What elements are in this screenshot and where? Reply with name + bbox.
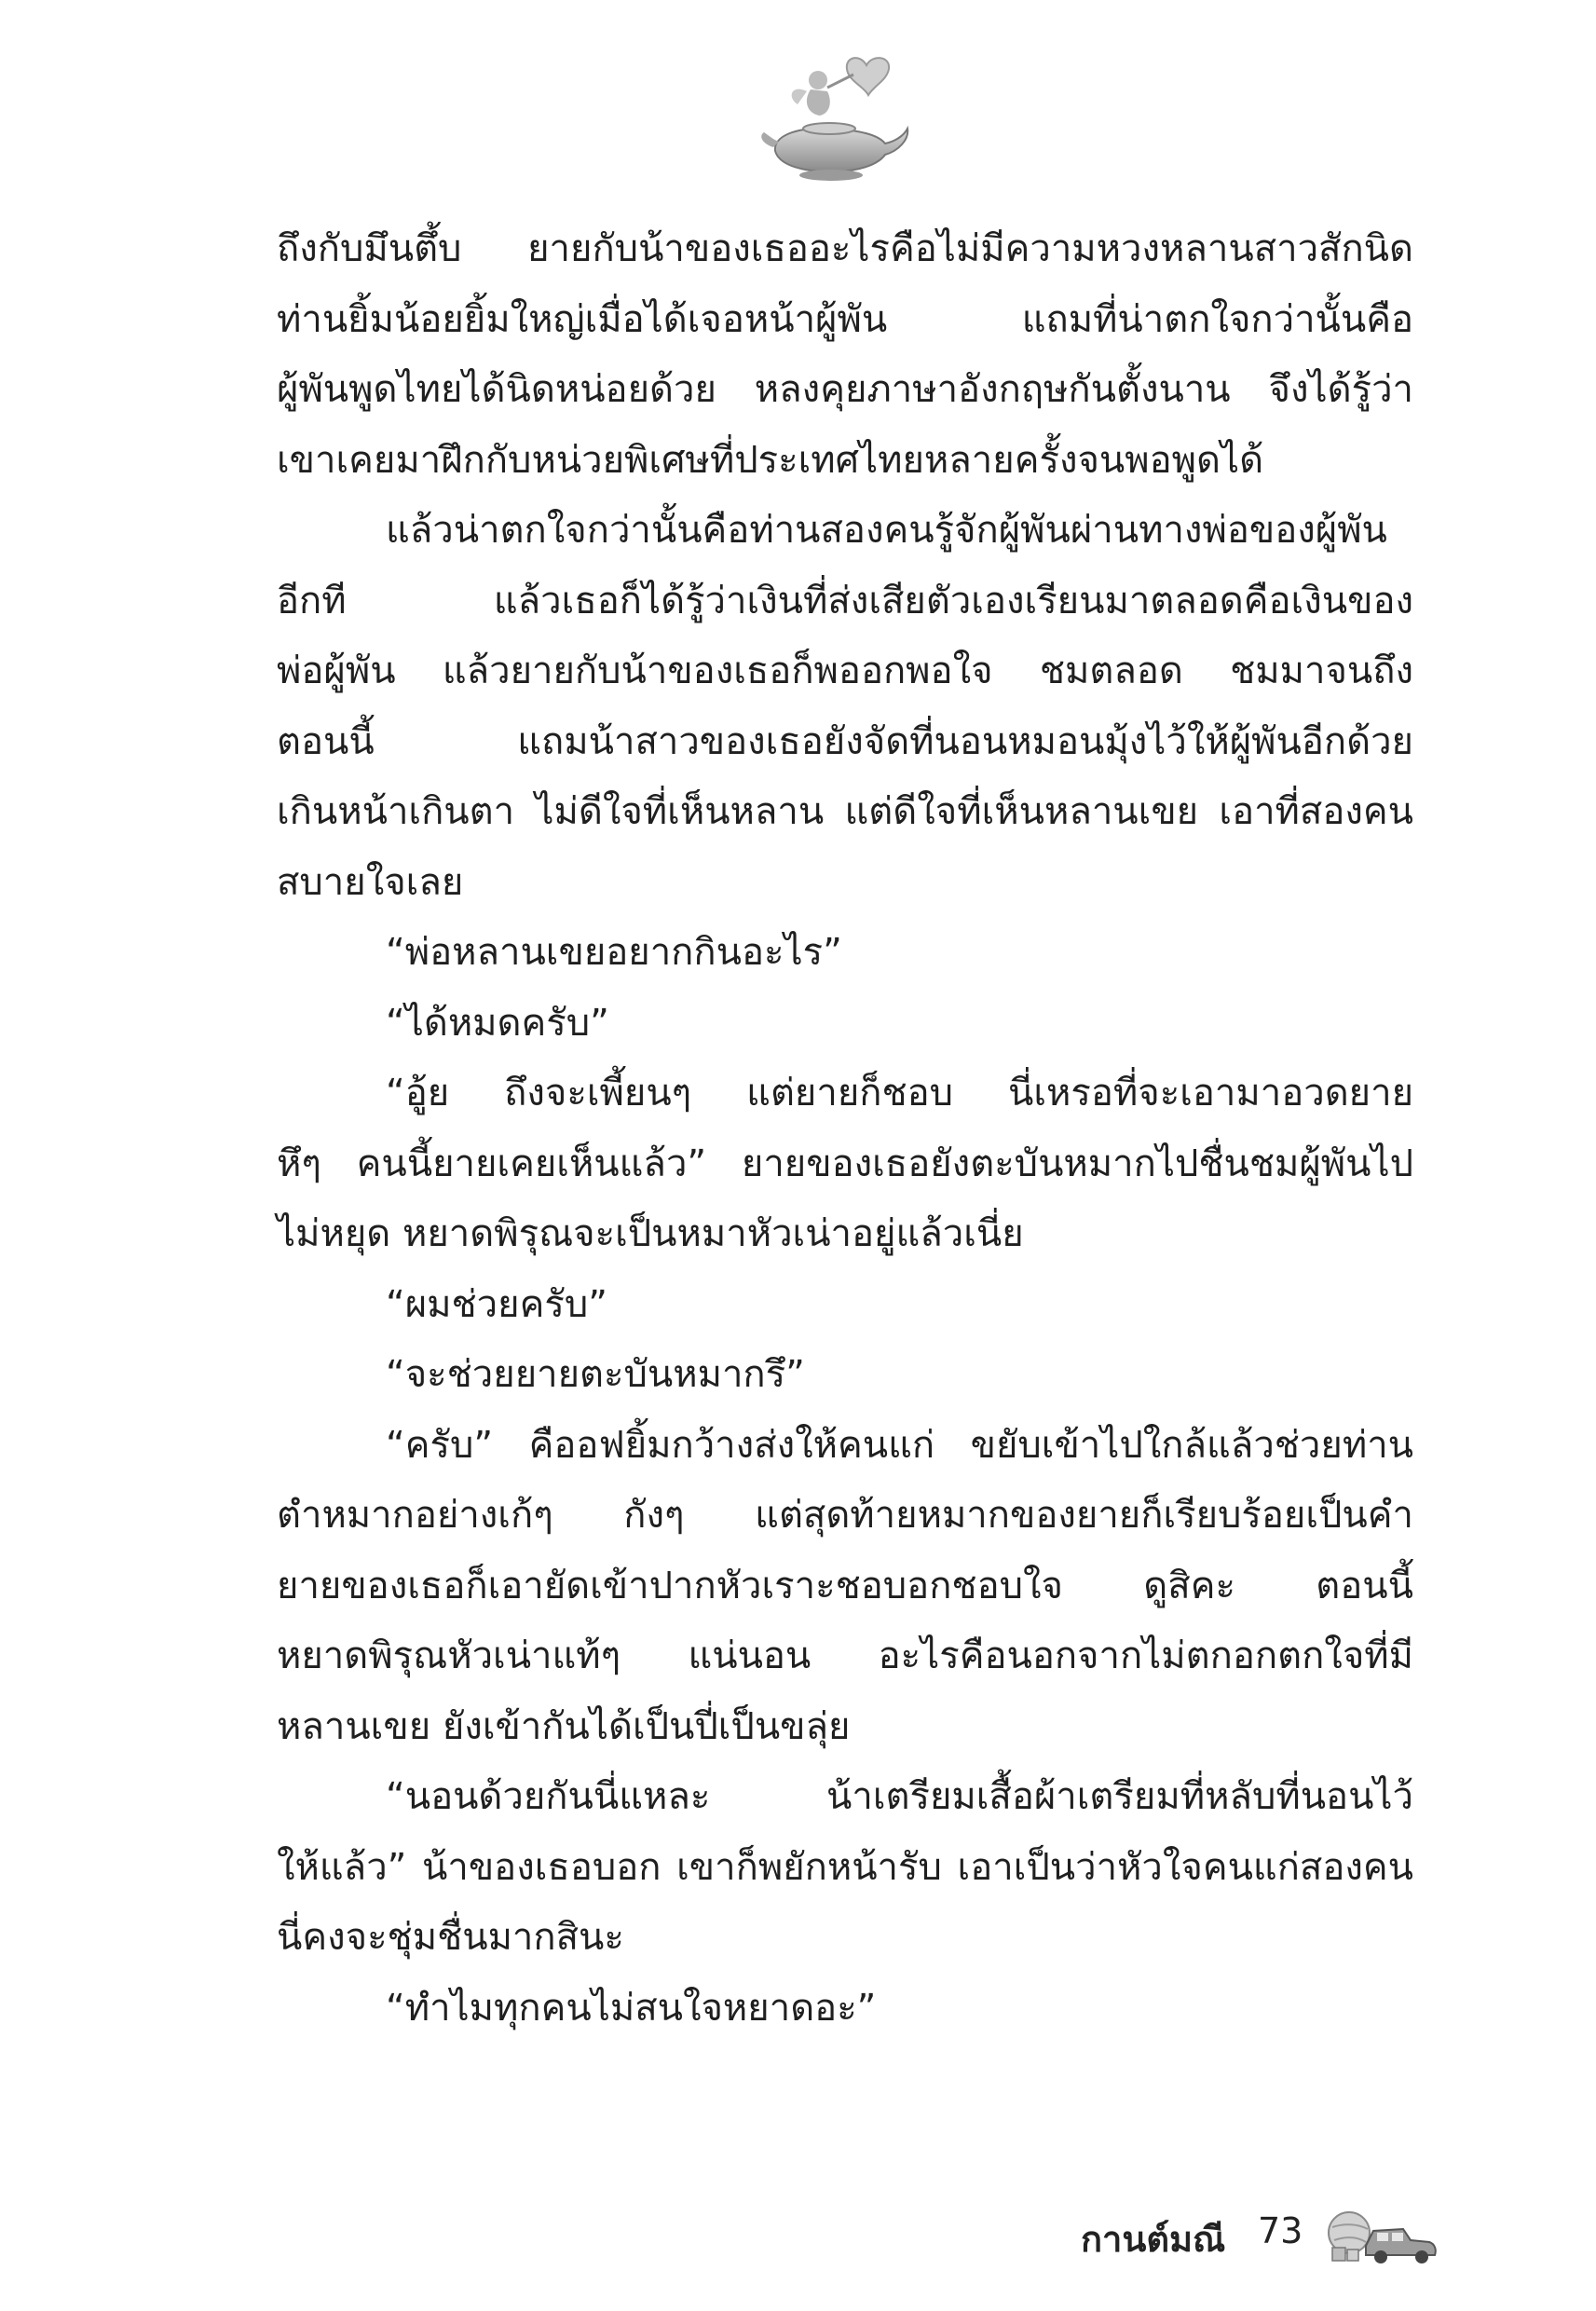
text-line: ตำหมากอย่างเก้ๆ กังๆ แต่สุดท้ายหมากของยายก็เรียบร้อยเป็นคำ <box>277 1494 1413 1537</box>
page-number: 73 <box>1258 2210 1303 2251</box>
text-line: แล้วน่าตกใจกว่านั้นคือท่านสองคนรู้จักผู้พันผ่านทางพ่อของผู้พัน <box>386 509 1387 552</box>
genie-lamp-cupid-icon <box>755 47 913 186</box>
text-line: ยายของเธอก็เอายัดเข้าปากหัวเราะชอบอกชอบใจ ดูสิคะ ตอนนี้ <box>277 1564 1413 1607</box>
text-line: เขาเคยมาฝึกกับหน่วยพิเศษที่ประเทศไทยหลายครั้งจนพอพูดได้ <box>277 438 1264 482</box>
text-line: “พ่อหลานเขยอยากกินอะไร” <box>386 931 842 974</box>
text-line: “ได้หมดครับ” <box>386 1001 609 1045</box>
text-line: พ่อผู้พัน แล้วยายกับน้าของเธอก็พออกพอใจ ชมตลอด ชมมาจนถึง <box>277 650 1413 692</box>
text-line: สบายใจเลย <box>277 860 464 904</box>
text-line: “อู้ย ถึงจะเพี้ยนๆ แต่ยายก็ชอบ นี่เหรอที่จะเอามาอวดยาย <box>386 1072 1413 1114</box>
text-line: ถึงกับมึนตึ้บ ยายกับน้าของเธออะไรคือไม่มีความหวงหลานสาวสักนิด <box>277 227 1413 270</box>
text-line: ผู้พันพูดไทยได้นิดหน่อยด้วย หลงคุยภาษาอังกฤษกันตั้งนาน จึงได้รู้ว่า <box>277 368 1413 411</box>
text-line: หลานเขย ยังเข้ากันได้เป็นปี่เป็นขลุ่ย <box>277 1704 851 1748</box>
text-line: “นอนด้วยกันนี่แหละ น้าเตรียมเสื้อผ้าเตรียมที่หลับที่นอนไว้ <box>386 1775 1413 1818</box>
text-line: เกินหน้าเกินตา ไม่ดีใจที่เห็นหลาน แต่ดีใจที่เห็นหลานเขย เอาที่สองคน <box>277 790 1413 833</box>
text-line: อีกที แล้วเธอก็ได้รู้ว่าเงินที่ส่งเสียตัวเองเรียนมาตลอดคือเงินของ <box>277 579 1413 622</box>
text-line: ไม่หยุด หยาดพิรุณจะเป็นหมาหัวเน่าอยู่แล้วเนี่ย <box>277 1212 1024 1255</box>
text-line: “ทำไมทุกคนไม่สนใจหยาดอะ” <box>386 1986 877 2030</box>
text-line: “ผมช่วยครับ” <box>386 1282 607 1326</box>
body-text <box>277 214 1413 2044</box>
toy-car-globe-icon <box>1325 2199 1441 2264</box>
text-line: “จะช่วยยายตะบันหมากรึ” <box>386 1353 805 1396</box>
text-line: ตอนนี้ แถมน้าสาวของเธอยังจัดที่นอนหมอนมุ้งไว้ให้ผู้พันอีกด้วย <box>277 719 1413 763</box>
text-line: หึๆ คนนี้ยายเคยเห็นแล้ว” ยายของเธอยังตะบันหมากไปชื่นชมผู้พันไป <box>277 1142 1413 1185</box>
text-line: “ครับ” คืออฟยิ้มกว้างส่งให้คนแก่ ขยับเข้าไปใกล้แล้วช่วยท่าน <box>386 1423 1413 1467</box>
page-footer <box>1081 2199 1500 2264</box>
text-line: หยาดพิรุณหัวเน่าแท้ๆ แน่นอน อะไรคือนอกจากไม่ตกอกตกใจที่มี <box>277 1634 1413 1677</box>
book-title: กานต์มณี <box>1081 2219 1226 2260</box>
text-line: ให้แล้ว” น้าของเธอบอก เขาก็พยักหน้ารับ เอาเป็นว่าหัวใจคนแก่สองคน <box>277 1845 1413 1889</box>
text-line: ท่านยิ้มน้อยยิ้มใหญ่เมื่อได้เจอหน้าผู้พัน แถมที่น่าตกใจกว่านั้นคือ <box>277 297 1413 341</box>
text-line: นี่คงจะชุ่มชื่นมากสินะ <box>277 1916 624 1959</box>
